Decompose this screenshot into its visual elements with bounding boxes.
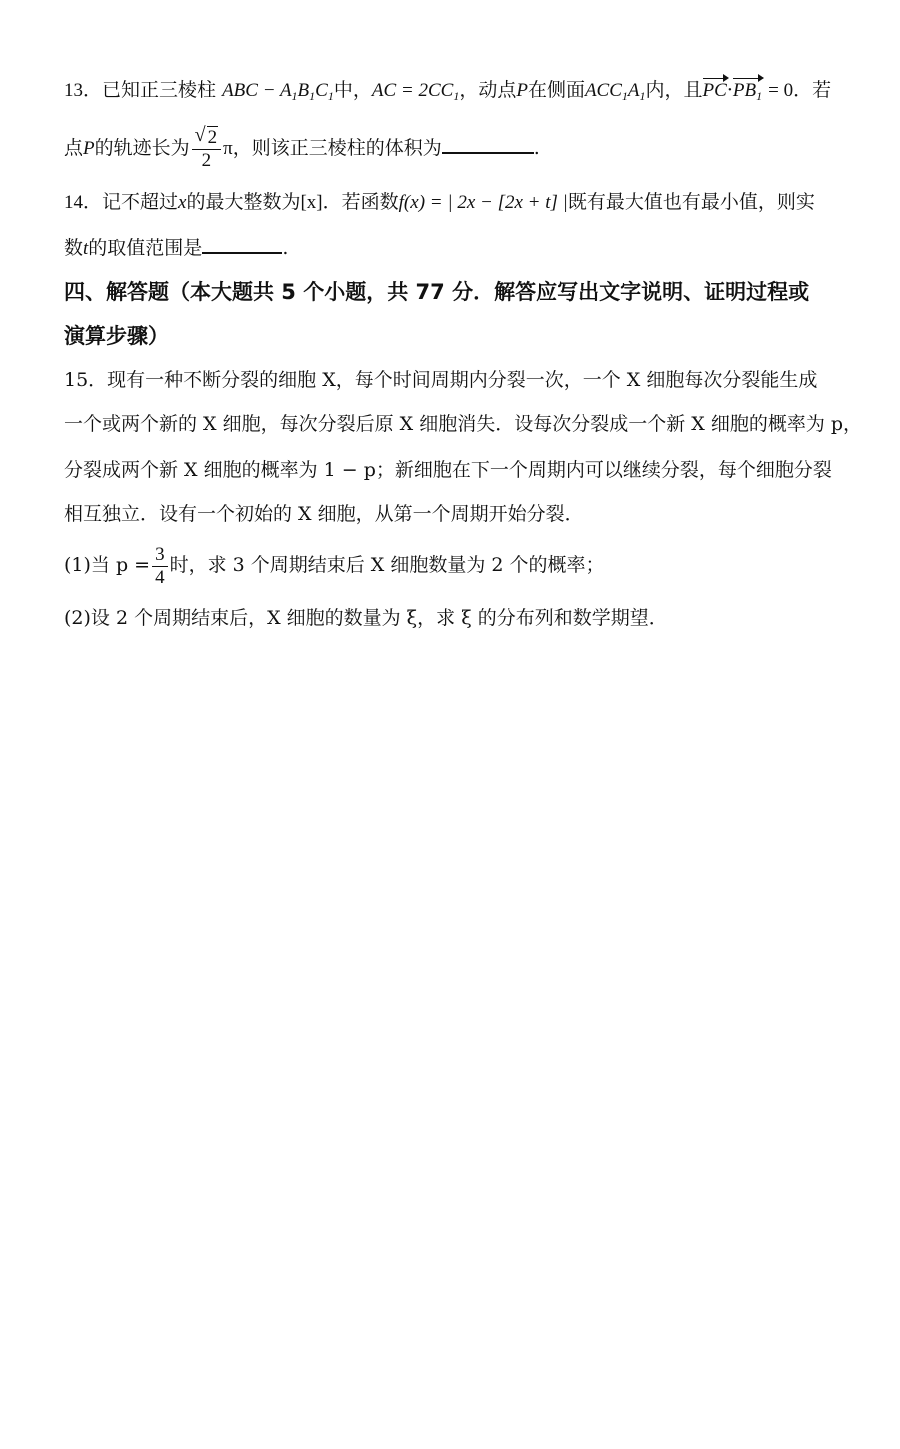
q13-face-text: ACC [584,80,622,101]
q13-face: $ACC_1A_1$ [584,80,646,103]
q15-fraction-numerator: 3 [152,544,168,567]
section-4-heading-line-2: 演算步骤） [64,324,169,348]
q15-line-4: 相互独立．设有一个初始的 X 细胞，从第一个周期开始分裂． [64,503,584,525]
q13-fraction [192,123,222,172]
q14-t: t [83,238,89,259]
q14-line-2 [64,234,288,263]
vector-pb1: $PB_1$ [733,77,762,110]
q14-function: f(x) = | 2x − [2x + t] | [398,192,568,213]
q13-condition: AC = $2CC_1$ [371,80,460,103]
q14-text-a: 记不超过 [102,191,179,213]
q13-condition-text: AC = 2CC [371,80,454,101]
q14-x: x [178,192,187,213]
q13-text-c: ，动点 [459,79,517,101]
q14-line2-a: 数 [64,237,84,259]
q14-line-1 [64,188,815,217]
q15-subquestion-2: (2)设 2 个周期结束后，X 细胞的数量为 ξ，求 ξ 的分布列和数学期望． [64,607,668,629]
sqrt-sign: √ 2 [194,123,218,148]
q13-pi: π [223,138,233,159]
q15-sub1-b: 时，求 3 个周期结束后 X 细胞数量为 2 个的概率； [169,554,605,576]
q13-number: 13． [64,80,103,101]
q14-number: 14． [64,192,103,213]
q13-prism-text: ABC − A [222,80,292,101]
q13-line2-c: ，则该正三棱柱的体积为 [232,137,442,159]
q13-prism: ABC − $A_1B_1C_1$ [222,80,334,103]
q13-text-b: 中， [333,79,372,101]
q14-text-d: 既有最大值也有最小值，则实 [567,191,815,213]
q13-line-1: 13．已知正三棱柱 ABC − $A_1B_1C_1$中，AC = $2CC_1$，动点P在侧面$ACC_1A_1$内，且$PC\cdot PB_1 = 0$．若 [64,76,831,110]
q15-subquestion-1 [64,542,605,589]
q13-line2-b: 的轨迹长为 [94,137,190,159]
q14-answer-blank[interactable] [202,234,282,254]
q14-line2-end: . [282,237,289,259]
q14-line2-b: 的取值范围是 [88,237,203,259]
q15-fraction [152,544,168,589]
section-4-heading-line-1: 四、解答题（本大题共 5 个小题，共 77 分．解答应写出文字说明、证明过程或 [64,280,810,304]
q13-text-a: 已知正三棱柱 [102,79,217,101]
vector-pc: PC [703,77,727,105]
q13-text-f: ．若 [793,79,832,101]
q13-line-2 [64,123,540,172]
q15-line-3: 分裂成两个新 X 细胞的概率为 1 − p；新细胞在下一个周期内可以继续分裂，每个细胞分裂 [64,459,832,481]
q13-text-e: 内，且 [645,79,703,101]
q14-bracket: [x] [300,192,323,213]
q15-fraction-denominator: 4 [155,566,165,588]
q14-text-b: 的最大整数为 [186,191,301,213]
q13-line2-a: 点 [64,137,84,159]
q13-line2-end: . [533,137,540,159]
q13-equals-zero: = 0 [768,80,794,101]
q13-fraction-denominator: 2 [201,149,212,171]
q15-line-2: 一个或两个新的 X 细胞，每次分裂后原 X 细胞消失．设每次分裂成一个新 X 细胞的概率为 p， [64,413,863,435]
q13-text-d: 在侧面 [527,79,585,101]
q14-text-c: ．若函数 [322,191,399,213]
q13-point: P [516,80,528,101]
vector-pb1-text: PB [732,80,757,101]
q13-fraction-numerator: 2 [207,126,218,148]
q15-line-1: 15．现有一种不断分裂的细胞 X，每个时间周期内分裂一次，一个 X 细胞每次分裂能生成 [64,369,818,391]
q15-sub1-a: (1)当 p = [64,554,151,576]
q13-point-2: P [83,138,95,159]
q13-answer-blank[interactable] [442,134,534,154]
